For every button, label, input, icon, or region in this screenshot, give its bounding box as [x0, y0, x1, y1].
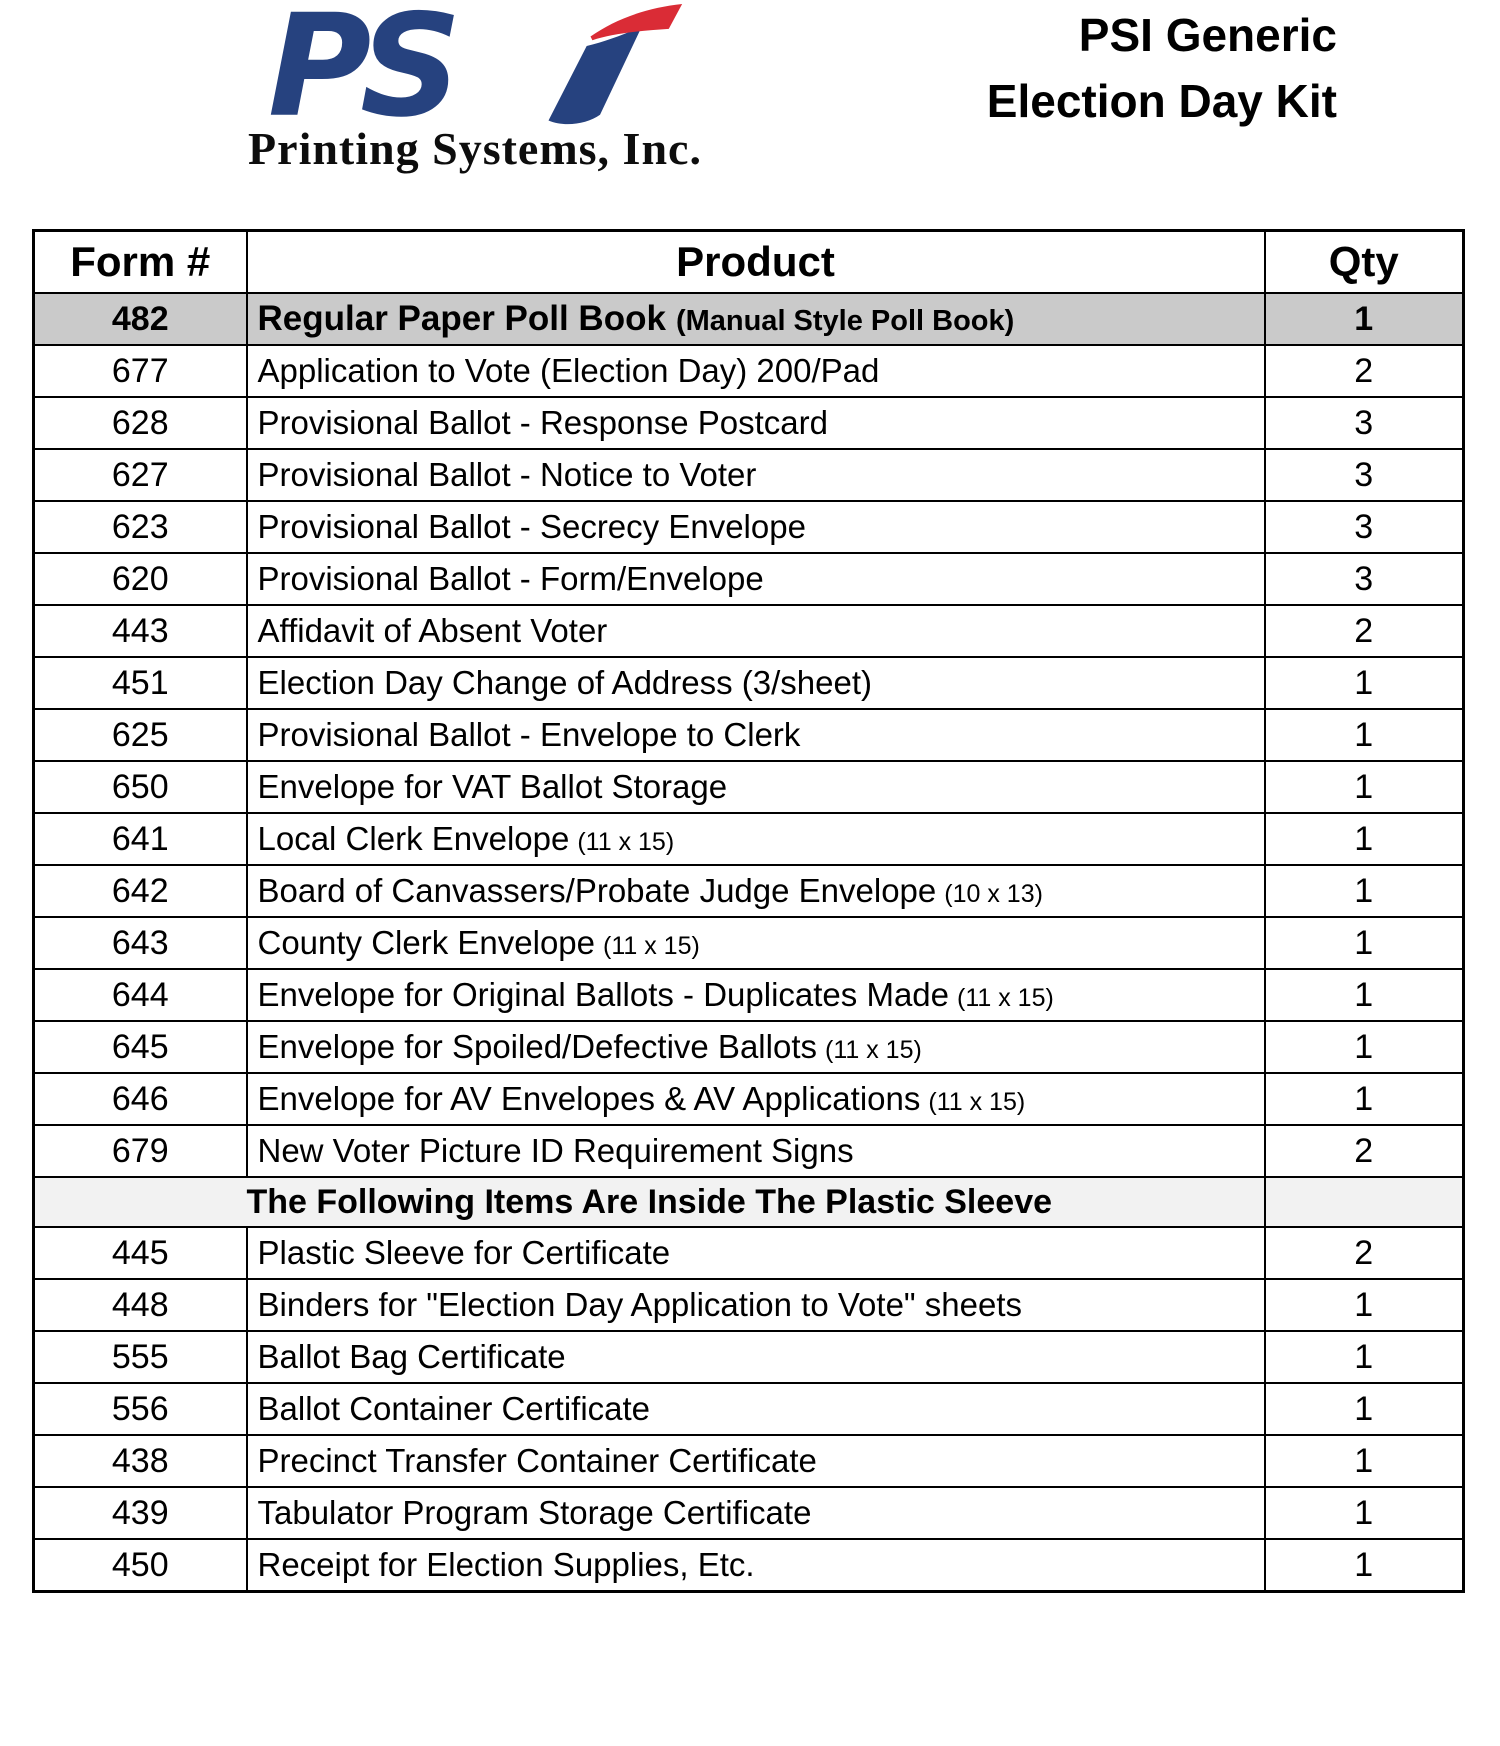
- title-line-1: PSI Generic: [1078, 9, 1337, 61]
- product-name: Application to Vote (Election Day) 200/Pad: [257, 352, 880, 389]
- product-note: (11 x 15): [825, 1036, 922, 1064]
- qty-cell: 1: [1265, 657, 1464, 709]
- product-name: Provisional Ballot - Secrecy Envelope: [257, 508, 806, 545]
- table-row: [34, 1279, 1464, 1331]
- table-row: [34, 449, 1464, 501]
- qty-cell: 1: [1265, 1021, 1464, 1073]
- kit-items-table: [32, 229, 1465, 1593]
- product-cell: [247, 1073, 1265, 1125]
- table-row: [34, 1125, 1464, 1177]
- table-row: [34, 813, 1464, 865]
- product-name: Envelope for Spoiled/Defective Ballots: [257, 1028, 817, 1065]
- qty-cell: 1: [1265, 1279, 1464, 1331]
- product-name: Local Clerk Envelope: [257, 820, 570, 857]
- form-number-cell: 482: [34, 293, 247, 345]
- qty-cell: 1: [1265, 969, 1464, 1021]
- qty-cell: 2: [1265, 345, 1464, 397]
- col-header-qty: Qty: [1265, 231, 1464, 294]
- qty-cell: 1: [1265, 709, 1464, 761]
- qty-cell: 1: [1265, 865, 1464, 917]
- product-cell: [247, 969, 1265, 1021]
- qty-cell: 1: [1265, 917, 1464, 969]
- product-cell: [247, 1539, 1265, 1592]
- qty-cell-empty: [1265, 1177, 1464, 1227]
- table-row: [34, 1021, 1464, 1073]
- qty-cell: 1: [1265, 293, 1464, 345]
- qty-cell: 1: [1265, 1331, 1464, 1383]
- psi-logo: [185, 4, 765, 175]
- company-name: Printing Systems, Inc.: [248, 123, 702, 174]
- form-number-cell: 556: [34, 1383, 247, 1435]
- form-number-cell: 450: [34, 1539, 247, 1592]
- product-name: Envelope for Original Ballots - Duplicates Made: [257, 976, 950, 1013]
- form-number-cell: 625: [34, 709, 247, 761]
- form-number-cell: 627: [34, 449, 247, 501]
- product-cell: [247, 397, 1265, 449]
- qty-cell: 1: [1265, 1539, 1464, 1592]
- qty-cell: 3: [1265, 501, 1464, 553]
- product-name: Binders for "Election Day Application to Vote" sheets: [257, 1286, 1023, 1323]
- table-row: [34, 501, 1464, 553]
- table-row: [34, 345, 1464, 397]
- product-note: (11 x 15): [603, 932, 700, 960]
- qty-cell: 1: [1265, 1383, 1464, 1435]
- form-number-cell: 555: [34, 1331, 247, 1383]
- product-note: (11 x 15): [928, 1088, 1026, 1116]
- qty-cell: 1: [1265, 813, 1464, 865]
- product-note: (11 x 15): [577, 828, 675, 856]
- form-number-cell: 451: [34, 657, 247, 709]
- form-number-cell: 439: [34, 1487, 247, 1539]
- psi-logo-icon: [240, 4, 710, 130]
- product-cell: [247, 1383, 1265, 1435]
- qty-cell: 1: [1265, 1487, 1464, 1539]
- product-name: Election Day Change of Address (3/sheet): [257, 664, 873, 701]
- table-row: [34, 293, 1464, 345]
- product-name: Board of Canvassers/Probate Judge Envelope: [257, 872, 937, 909]
- table-header-row: [34, 231, 1464, 294]
- product-cell: [247, 657, 1265, 709]
- table-row: [34, 1073, 1464, 1125]
- form-number-cell: 448: [34, 1279, 247, 1331]
- form-number-cell: 641: [34, 813, 247, 865]
- form-number-cell: 679: [34, 1125, 247, 1177]
- product-cell: [247, 1125, 1265, 1177]
- title-line-2: Election Day Kit: [986, 75, 1337, 127]
- product-cell: [247, 345, 1265, 397]
- product-name: Plastic Sleeve for Certificate: [257, 1234, 671, 1271]
- product-name: New Voter Picture ID Requirement Signs: [257, 1132, 854, 1169]
- form-number-cell: 644: [34, 969, 247, 1021]
- table-row: [34, 1331, 1464, 1383]
- form-number-cell: 645: [34, 1021, 247, 1073]
- product-name: Receipt for Election Supplies, Etc.: [257, 1546, 755, 1583]
- product-name: Precinct Transfer Container Certificate: [257, 1442, 817, 1479]
- product-cell: [247, 917, 1265, 969]
- product-note: (10 x 13): [944, 880, 1043, 908]
- form-number-cell: 677: [34, 345, 247, 397]
- table-row: [34, 657, 1464, 709]
- table-row: [34, 969, 1464, 1021]
- product-cell: [247, 293, 1265, 345]
- product-cell: [247, 761, 1265, 813]
- qty-cell: 1: [1265, 1435, 1464, 1487]
- table-row: [34, 1435, 1464, 1487]
- qty-cell: 3: [1265, 553, 1464, 605]
- qty-cell: 2: [1265, 1125, 1464, 1177]
- qty-cell: 3: [1265, 449, 1464, 501]
- document-header: [0, 0, 1500, 229]
- form-number-cell: 650: [34, 761, 247, 813]
- product-name: County Clerk Envelope: [257, 924, 596, 961]
- qty-cell: 1: [1265, 761, 1464, 813]
- product-cell: [247, 605, 1265, 657]
- table-row: [34, 397, 1464, 449]
- product-name: Envelope for AV Envelopes & AV Applications: [257, 1080, 921, 1117]
- table-row: [34, 709, 1464, 761]
- qty-cell: 2: [1265, 1227, 1464, 1279]
- col-header-form: Form #: [34, 231, 247, 294]
- table-row: [34, 1539, 1464, 1592]
- qty-cell: 1: [1265, 1073, 1464, 1125]
- product-cell: [247, 709, 1265, 761]
- form-number-cell: 445: [34, 1227, 247, 1279]
- form-number-cell: 642: [34, 865, 247, 917]
- form-number-cell: 628: [34, 397, 247, 449]
- table-row: [34, 605, 1464, 657]
- product-cell: [247, 501, 1265, 553]
- product-name: Envelope for VAT Ballot Storage: [257, 768, 728, 805]
- table-row: [34, 917, 1464, 969]
- form-number-cell: 438: [34, 1435, 247, 1487]
- product-cell: [247, 865, 1265, 917]
- table-row: [34, 553, 1464, 605]
- product-cell: [247, 1227, 1265, 1279]
- product-cell: [247, 1279, 1265, 1331]
- table-row: [34, 865, 1464, 917]
- product-name: Provisional Ballot - Notice to Voter: [257, 456, 757, 493]
- svg-text:PS: PS: [267, 4, 451, 130]
- section-header-label: The Following Items Are Inside The Plastic Sleeve: [34, 1177, 1265, 1227]
- product-cell: [247, 1331, 1265, 1383]
- form-number-cell: 646: [34, 1073, 247, 1125]
- qty-cell: 3: [1265, 397, 1464, 449]
- product-name: Affidavit of Absent Voter: [257, 612, 608, 649]
- qty-cell: 2: [1265, 605, 1464, 657]
- table-row: [34, 1487, 1464, 1539]
- product-name: Tabulator Program Storage Certificate: [257, 1494, 812, 1531]
- form-number-cell: 443: [34, 605, 247, 657]
- product-cell: [247, 813, 1265, 865]
- table-row: [34, 761, 1464, 813]
- col-header-product: Product: [247, 231, 1265, 294]
- product-name: Provisional Ballot - Response Postcard: [257, 404, 828, 441]
- form-number-cell: 620: [34, 553, 247, 605]
- document-title: [987, 2, 1337, 134]
- product-note: (Manual Style Poll Book): [675, 305, 1015, 337]
- form-number-cell: 643: [34, 917, 247, 969]
- section-header-row: [34, 1177, 1464, 1227]
- product-name: Provisional Ballot - Envelope to Clerk: [257, 716, 801, 753]
- table-row: [34, 1227, 1464, 1279]
- product-cell: [247, 1487, 1265, 1539]
- product-name: Ballot Bag Certificate: [257, 1338, 566, 1375]
- form-number-cell: 623: [34, 501, 247, 553]
- product-name: Regular Paper Poll Book: [257, 299, 666, 338]
- product-name: Ballot Container Certificate: [257, 1390, 651, 1427]
- product-cell: [247, 1435, 1265, 1487]
- product-cell: [247, 553, 1265, 605]
- product-note: (11 x 15): [957, 984, 1054, 1012]
- product-cell: [247, 1021, 1265, 1073]
- table-row: [34, 1383, 1464, 1435]
- product-name: Provisional Ballot - Form/Envelope: [257, 560, 764, 597]
- product-cell: [247, 449, 1265, 501]
